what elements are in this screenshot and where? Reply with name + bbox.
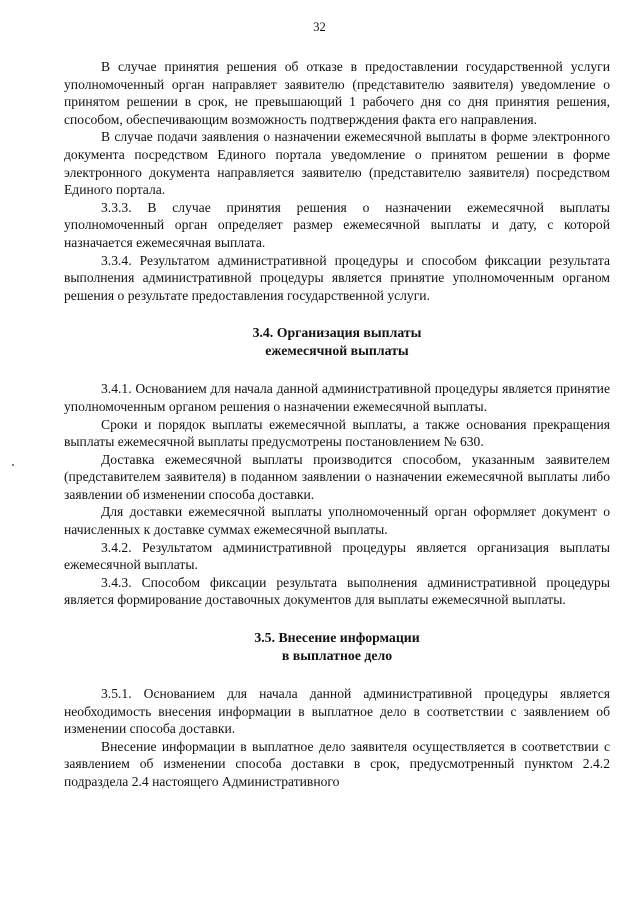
paragraph-3-3-3: 3.3.3. В случае принятия решения о назначении ежемесячной выплаты уполномоченный орган определяет размер ежемесячной выплаты и дату, с которой назначается ежемесячная выплата.	[64, 199, 610, 250]
page-content	[64, 58, 610, 791]
paragraph-electronic-notice: В случае подачи заявления о назначении ежемесячной выплаты в форме электронного документа посредством Единого портала уведомление о принятом решении в форме электронного документа направляется заявителю (представителю заявителя) посредством Единого портала.	[64, 129, 610, 198]
paragraph-refusal-notice: В случае принятия решения об отказе в предоставлении государственной услуги уполномоченный орган направляет заявителю (представителю заявителя) уведомление о принятом решении в срок, не превышающий 1 рабочего дня со дня принятия решения, способом, обеспечивающим возможность подтверждения факта его направления.	[64, 59, 610, 127]
section-heading-3-4-line2: ежемесячной выплаты	[265, 343, 409, 359]
paragraph-3-4-1: 3.4.1. Основанием для начала данной административной процедуры является принятие уполномоченным органом решения о назначении ежемесячной выплаты.	[64, 381, 610, 414]
section-heading-3-5-line2: в выплатное дело	[281, 648, 393, 664]
paragraph-3-5-1: 3.5.1. Основанием для начала данной административной процедуры является необходимость внесения информации в выплатное дело в соответствии с заявлением об изменении способа доставки.	[64, 686, 610, 737]
section-heading-3-5-line1: 3.5. Внесение информации	[254, 630, 420, 646]
paragraph-3-4-2: 3.4.2. Результатом административной процедуры является организация выплаты ежемесячной выплаты.	[64, 539, 610, 573]
paragraph-3-3-4: 3.3.4. Результатом административной процедуры и способом фиксации результата выполнения административной процедуры является принятие уполномоченным органом решения о результате предоставления государственной услуги.	[64, 252, 610, 303]
section-heading-3-5	[64, 629, 610, 665]
page-number: 32	[313, 20, 326, 34]
margin-mark	[12, 464, 14, 466]
paragraph-payment-terms: Сроки и порядок выплаты ежемесячной выплаты, а также основания прекращения выплаты ежемесячной выплаты предусмотрены постановлением № 630.	[64, 416, 610, 450]
paragraph-payment-file-entry: Внесение информации в выплатное дело заявителя осуществляется в соответствии с заявлением об изменении способа доставки в срок, предусмотренный пунктом 2.4.2 подраздела 2.4 настоящего Административного	[64, 738, 610, 789]
paragraph-delivery-method: Доставка ежемесячной выплаты производится способом, указанным заявителем (представителем заявителя) в поданном заявлении о назначении ежемесячной выплаты либо заявлении об изменении способа доставки.	[64, 451, 610, 502]
paragraph-delivery-document: Для доставки ежемесячной выплаты уполномоченный орган оформляет документ о начисленных к доставке суммах ежемесячной выплаты.	[64, 504, 610, 538]
paragraph-3-4-3: 3.4.3. Способом фиксации результата выполнения административной процедуры является формирование доставочных документов для выплаты ежемесячной выплаты.	[64, 574, 610, 608]
section-heading-3-4-line1: 3.4. Организация выплаты	[252, 325, 422, 341]
section-heading-3-4	[64, 324, 610, 360]
